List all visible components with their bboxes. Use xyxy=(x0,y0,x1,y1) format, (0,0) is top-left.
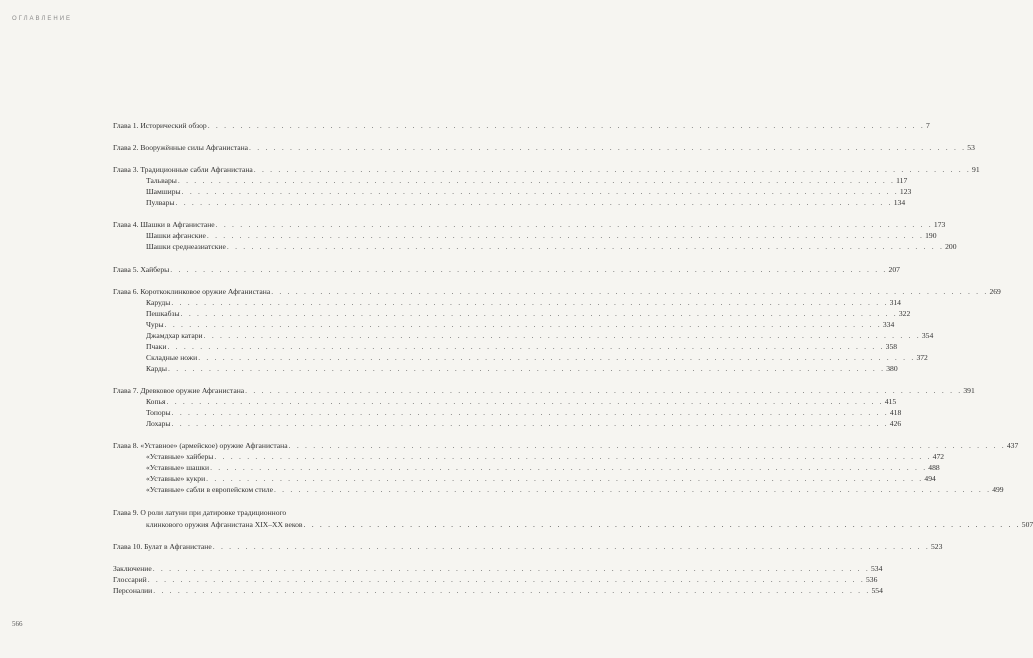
toc-entry-page: 190 xyxy=(925,231,937,240)
toc-entry-section[interactable] xyxy=(146,353,928,363)
leader-dots: . . . . . . . . . . . . . . . . . . . . . . . . . . . . . . . . . . . . . . . . . . . . . . . . . . . . . . . . . . . . . . . . . . . . . . . . . . . . . . . . . . . . . . . . xyxy=(175,198,893,207)
toc-entry-label: «Уставные» хайберы xyxy=(146,452,214,461)
leader-dots: . . . . . . . . . . . . . . . . . . . . . . . . . . . . . . . . . . . . . . . . . . . . . . . . . . . . . . . . . . . . . . . . . . . . . . . . . . . . . . . . . . . . . . . . xyxy=(171,408,889,417)
toc-entry-label: Глава 7. Древковое оружие Афганистана xyxy=(113,386,245,395)
toc-entry-page: 554 xyxy=(871,586,883,595)
toc-entry-page: 499 xyxy=(992,485,1004,494)
toc-entry-label: Глоссарий xyxy=(113,575,147,584)
toc-entry-page: 415 xyxy=(884,397,897,406)
toc-entry-section[interactable] xyxy=(146,463,940,473)
toc-entry-section[interactable] xyxy=(146,397,897,407)
toc-entry-chapter-10[interactable] xyxy=(113,542,943,552)
toc-entry-label: «Уставные» сабли в европейском стиле xyxy=(146,485,273,494)
toc-entry-page: 134 xyxy=(893,198,906,207)
toc-entry-label: Шашки среднеазиатские xyxy=(146,242,226,251)
toc-entry-label: Топоры xyxy=(146,408,171,417)
toc-entry-chapter-9-continued[interactable] xyxy=(146,520,1033,530)
toc-entry-page: 200 xyxy=(945,242,957,251)
toc-entry-label: клинкового оружия Афганистана XIX–XX веков xyxy=(146,520,303,529)
leader-dots: . . . . . . . . . . . . . . . . . . . . . . . . . . . . . . . . . . . . . . . . . . . . . . . . . . . . . . . . . . . . . . . . . . . . . . . . . . . . . . . . . . . . . . . . xyxy=(303,520,1021,529)
toc-entry-label: Глава 3. Традиционные сабли Афганистана xyxy=(113,165,253,174)
toc-entry-page: 372 xyxy=(916,353,928,362)
toc-entry-section[interactable] xyxy=(146,485,1004,495)
leader-dots: . . . . . . . . . . . . . . . . . . . . . . . . . . . . . . . . . . . . . . . . . . . . . . . . . . . . . . . . . . . . . . . . . . . . . . . . . . . . . . . . . . . . . . . . xyxy=(210,463,928,472)
toc-entry-label: Глава 6. Короткоклинковое оружие Афганистана xyxy=(113,287,271,296)
toc-entry-section[interactable] xyxy=(146,320,895,330)
toc-entry-section[interactable] xyxy=(146,419,902,429)
leader-dots: . . . . . . . . . . . . . . . . . . . . . . . . . . . . . . . . . . . . . . . . . . . . . . . . . . . . . . . . . . . . . . . . . . . . . . . . . . . . . . . . . . . . . . . . xyxy=(167,342,885,351)
toc-entry-chapter-8[interactable] xyxy=(113,441,1019,451)
leader-dots: . . . . . . . . . . . . . . . . . . . . . . . . . . . . . . . . . . . . . . . . . . . . . . . . . . . . . . . . . . . . . . . . . . . . . . . . . . . . . . . . . . . . . . . . xyxy=(214,452,932,461)
leader-dots: . . . . . . . . . . . . . . . . . . . . . . . . . . . . . . . . . . . . . . . . . . . . . . . . . . . . . . . . . . . . . . . . . . . . . . . . . . . . . . . . . . . . . . . . xyxy=(170,265,888,274)
toc-entry-label: Джамдхар катари xyxy=(146,331,203,340)
toc-entry-page: 488 xyxy=(928,463,940,472)
toc-entry-page: 53 xyxy=(967,143,975,152)
leader-dots: . . . . . . . . . . . . . . . . . . . . . . . . . . . . . . . . . . . . . . . . . . . . . . . . . . . . . . . . . . . . . . . . . . . . . . . . . . . . . . . . . . . . . . . . xyxy=(253,165,972,174)
toc-entry-page: 269 xyxy=(989,287,1001,296)
leader-dots: . . . . . . . . . . . . . . . . . . . . . . . . . . . . . . . . . . . . . . . . . . . . . . . . . . . . . . . . . . . . . . . . . . . . . . . . . . . . . . . . . . . . . . . . xyxy=(288,441,1006,450)
toc-entry-page: 426 xyxy=(889,419,902,428)
toc-entry-label: Чуры xyxy=(146,320,164,329)
leader-dots: . . . . . . . . . . . . . . . . . . . . . . . . . . . . . . . . . . . . . . . . . . . . . . . . . . . . . . . . . . . . . . . . . . . . . . . . . . . . . . . . . . . . . . . . xyxy=(206,474,924,483)
toc-entry-section[interactable] xyxy=(146,187,912,197)
leader-dots: . . . . . . . . . . . . . . . . . . . . . . . . . . . . . . . . . . . . . . . . . . . . . . . . . . . . . . . . . . . . . . . . . . . . . . . . . . . . . . . . . . . . . . . . xyxy=(171,419,889,428)
toc-entry-page: 123 xyxy=(899,187,912,196)
toc-entry-label: Пчаки xyxy=(146,342,167,351)
toc-entry-label: Карды xyxy=(146,364,167,373)
toc-entry-page: 418 xyxy=(889,408,902,417)
leader-dots: . . . . . . . . . . . . . . . . . . . . . . . . . . . . . . . . . . . . . . . . . . . . . . . . . . . . . . . . . . . . . . . . . . . . . . . . . . . . . . . . . . . . . . . . xyxy=(152,564,870,573)
leader-dots: . . . . . . . . . . . . . . . . . . . . . . . . . . . . . . . . . . . . . . . . . . . . . . . . . . . . . . . . . . . . . . . . . . . . . . . . . . . . . . . . . . . . . . . . xyxy=(245,386,963,395)
leader-dots: . . . . . . . . . . . . . . . . . . . . . . . . . . . . . . . . . . . . . . . . . . . . . . . . . . . . . . . . . . . . . . . . . . . . . . . . . . . . . . . . . . . . . . . . xyxy=(273,485,992,494)
toc-entry-chapter-2[interactable] xyxy=(113,143,975,153)
toc-entry-label: Шамширы xyxy=(146,187,181,196)
toc-entry-section[interactable] xyxy=(146,342,898,352)
toc-entry-label: Глава 9. О роли латуни при датировке традиционного xyxy=(113,508,287,517)
toc-entry-page: 391 xyxy=(963,386,975,395)
leader-dots: . . . . . . . . . . . . . . . . . . . . . . . . . . . . . . . . . . . . . . . . . . . . . . . . . . . . . . . . . . . . . . . . . . . . . . . . . . . . . . . . . . . . . . . . xyxy=(203,331,921,340)
toc-entry-section[interactable] xyxy=(146,242,957,252)
toc-entry-page: 207 xyxy=(888,265,900,274)
toc-entry-chapter-5[interactable] xyxy=(113,265,900,275)
leader-dots: . . . . . . . . . . . . . . . . . . . . . . . . . . . . . . . . . . . . . . . . . . . . . . . . . . . . . . . . . . . . . . . . . . . . . . . . . . . . . . . . . . . . . . . . xyxy=(215,220,933,229)
toc-entry-conclusion[interactable] xyxy=(113,564,883,574)
toc-entry-section[interactable] xyxy=(146,364,898,374)
leader-dots: . . . . . . . . . . . . . . . . . . . . . . . . . . . . . . . . . . . . . . . . . . . . . . . . . . . . . . . . . . . . . . . . . . . . . . . . . . . . . . . . . . . . . . . . xyxy=(166,397,884,406)
toc-entry-page: 91 xyxy=(972,165,980,174)
leader-dots: . . . . . . . . . . . . . . . . . . . . . . . . . . . . . . . . . . . . . . . . . . . . . . . . . . . . . . . . . . . . . . . . . . . . . . . . . . . . . . . . . . . . . . . . xyxy=(207,121,925,130)
toc-entry-label: Глава 1. Исторический обзор xyxy=(113,121,207,130)
toc-entry-label: Глава 2. Вооружённые силы Афганистана xyxy=(113,143,249,152)
toc-entry-chapter-9[interactable] xyxy=(113,508,399,518)
toc-entry-label: Заключение xyxy=(113,564,152,573)
leader-dots: . . . . . . . . . . . . . . . . . . . . . . . . . . . . . . . . . . . . . . . . . . . . . . . . . . . . . . . . . . . . . . . . . . . . . . . . . . . . . . . . . . . . . . . . xyxy=(164,320,882,329)
toc-entry-label: Пулвары xyxy=(146,198,175,207)
toc-entry-chapter-3[interactable] xyxy=(113,165,980,175)
leader-dots: . . . . . . . . . . . . . . . . . . . . . . . . . . . . . . . . . . . . . . . . . . . . . . . . . . . . . . . . . . . . . . . . . . . . . . . . . . . . . . . . . . . . . . . . xyxy=(212,542,930,551)
section-header: ОГЛАВЛЕНИЕ xyxy=(12,16,73,22)
toc-entry-section[interactable] xyxy=(146,331,934,341)
toc-entry-label: Тальвары xyxy=(146,176,177,185)
toc-entry-page: 7 xyxy=(925,121,930,130)
toc-entry-section[interactable] xyxy=(146,408,902,418)
toc-entry-section[interactable] xyxy=(146,309,911,319)
toc-entry-page: 536 xyxy=(865,575,878,584)
toc-entry-page: 534 xyxy=(870,564,883,573)
toc-entry-label: Глава 10. Булат в Афганистане xyxy=(113,542,212,551)
leader-dots: . . . . . . . . . . . . . . . . . . . . . . . . . . . . . . . . . . . . . . . . . . . . . . . . . . . . . . . . . . . . . . . . . . . . . . . . . . . . . . . . . . . . . . . . xyxy=(180,309,898,318)
toc-entry-section[interactable] xyxy=(146,298,901,308)
toc-entry-chapter-1[interactable] xyxy=(113,121,930,131)
leader-dots: . . . . . . . . . . . . . . . . . . . . . . . . . . . . . . . . . . . . . . . . . . . . . . . . . . . . . . . . . . . . . . . . . . . . . . . . . . . . . . . . . . . . . . . . xyxy=(198,353,916,362)
leader-dots: . . . . . . . . . . . . . . . . . . . . . . . . . . . . . . . . . . . . . . . . . . . . . . . . . . . . . . . . . . . . . . . . . . . . . . . . . . . . . . . . . . . . . . . . xyxy=(181,187,899,196)
toc-entry-section[interactable] xyxy=(146,176,908,186)
toc-entry-page: 523 xyxy=(930,542,943,551)
toc-entry-label: Шашки афганские xyxy=(146,231,206,240)
toc-entry-label: Глава 8. «Уставное» (армейское) оружие Афганистана xyxy=(113,441,288,450)
toc-entry-page: 173 xyxy=(933,220,946,229)
leader-dots: . . . . . . . . . . . . . . . . . . . . . . . . . . . . . . . . . . . . . . . . . . . . . . . . . . . . . . . . . . . . . . . . . . . . . . . . . . . . . . . . . . . . . . . . xyxy=(168,364,886,373)
toc-entry-label: «Уставные» шашки xyxy=(146,463,210,472)
toc-entry-label: Глава 5. Хайберы xyxy=(113,265,170,274)
toc-entry-page: 354 xyxy=(921,331,934,340)
toc-entry-page: 117 xyxy=(896,176,908,185)
toc-entry-page: 334 xyxy=(882,320,895,329)
toc-entry-chapter-4[interactable] xyxy=(113,220,946,230)
leader-dots: . . . . . . . . . . . . . . . . . . . . . . . . . . . . . . . . . . . . . . . . . . . . . . . . . . . . . . . . . . . . . . . . . . . . . . . . . . . . . . . . . . . . . . . . xyxy=(147,575,865,584)
toc-entry-page: 472 xyxy=(932,452,945,461)
toc-entry-page: 358 xyxy=(885,342,898,351)
toc-entry-label: Копья xyxy=(146,397,166,406)
toc-entry-glossary[interactable] xyxy=(113,575,878,585)
leader-dots: . . . . . . . . . . . . . . . . . . . . . . . . . . . . . . . . . . . . . . . . . . . . . . . . . . . . . . . . . . . . . . . . . . . . . . . . . . . . . . . . . . . . . . . . xyxy=(153,586,871,595)
leader-dots: . . . . . . . . . . . . . . . . . . . . . . . . . . . . . . . . . . . . . . . . . . . . . . . . . . . . . . . . . . . . . . . . . . . . . . . . . . . . . . . . . . . . . . . . xyxy=(177,176,896,185)
leader-dots: . . . . . . . . . . . . . . . . . . . . . . . . . . . . . . . . . . . . . . . . . . . . . . . . . . . . . . . . . . . . . . . . . . . . . . . . . . . . . . . . . . . . . . . . xyxy=(171,298,889,307)
leader-dots: . . . . . . . . . . . . . . . . . . . . . . . . . . . . . . . . . . . . . . . . . . . . . . . . . . . . . . . . . . . . . . . . . . . . . . . . . . . . . . . . . . . . . . . . xyxy=(249,143,967,152)
toc-entry-section[interactable] xyxy=(146,452,945,462)
toc-entry-label: Каруды xyxy=(146,298,171,307)
toc-entry-section[interactable] xyxy=(146,474,936,484)
toc-entry-chapter-7[interactable] xyxy=(113,386,975,396)
toc-entry-label: Пешкабзы xyxy=(146,309,180,318)
toc-entry-chapter-6[interactable] xyxy=(113,287,1001,297)
leader-dots: . . . . . . . . . . . . . . . . . . . . . . . . . . . . . . . . . . . . . . . . . . . . . . . . . . . . . . . . . . . . . . . . . . . . . . . . . . . . . . . . . . . . . . . . xyxy=(206,231,925,240)
toc-entry-label: Лохары xyxy=(146,419,171,428)
toc-entry-label: «Уставные» кукри xyxy=(146,474,206,483)
toc-entry-section[interactable] xyxy=(146,198,906,208)
toc-entry-label: Персоналии xyxy=(113,586,153,595)
toc-entry-label: Глава 4. Шашки в Афганистане xyxy=(113,220,215,229)
toc-entry-page: 322 xyxy=(898,309,911,318)
page-number: 566 xyxy=(12,620,23,628)
leader-dots: . . . . . . . . . . . . . . . . . . . . . . . . . . . . . . . . . . . . . . . . . . . . . . . . . . . . . . . . . . . . . . . . . . . . . . . . . . . . . . . . . . . . . . . . xyxy=(226,242,945,251)
toc-entry-page: 437 xyxy=(1006,441,1019,450)
leader-dots: . . . . . . . . . . . . . . . . . . . . . . . . . . . . . . . . . . . . . . . . . . . . . . . . . . . . . . . . . . . . . . . . . . . . . . . . . . . . . . . . . . . . . . . . xyxy=(271,287,989,296)
toc-entry-persons[interactable] xyxy=(113,586,883,596)
toc-entry-label: Складные ножи xyxy=(146,353,198,362)
toc-entry-page: 314 xyxy=(889,298,901,307)
toc-entry-page: 494 xyxy=(924,474,936,483)
toc-entry-page: 507 xyxy=(1021,520,1033,529)
toc-entry-section[interactable] xyxy=(146,231,937,241)
toc-entry-page: 380 xyxy=(886,364,898,373)
